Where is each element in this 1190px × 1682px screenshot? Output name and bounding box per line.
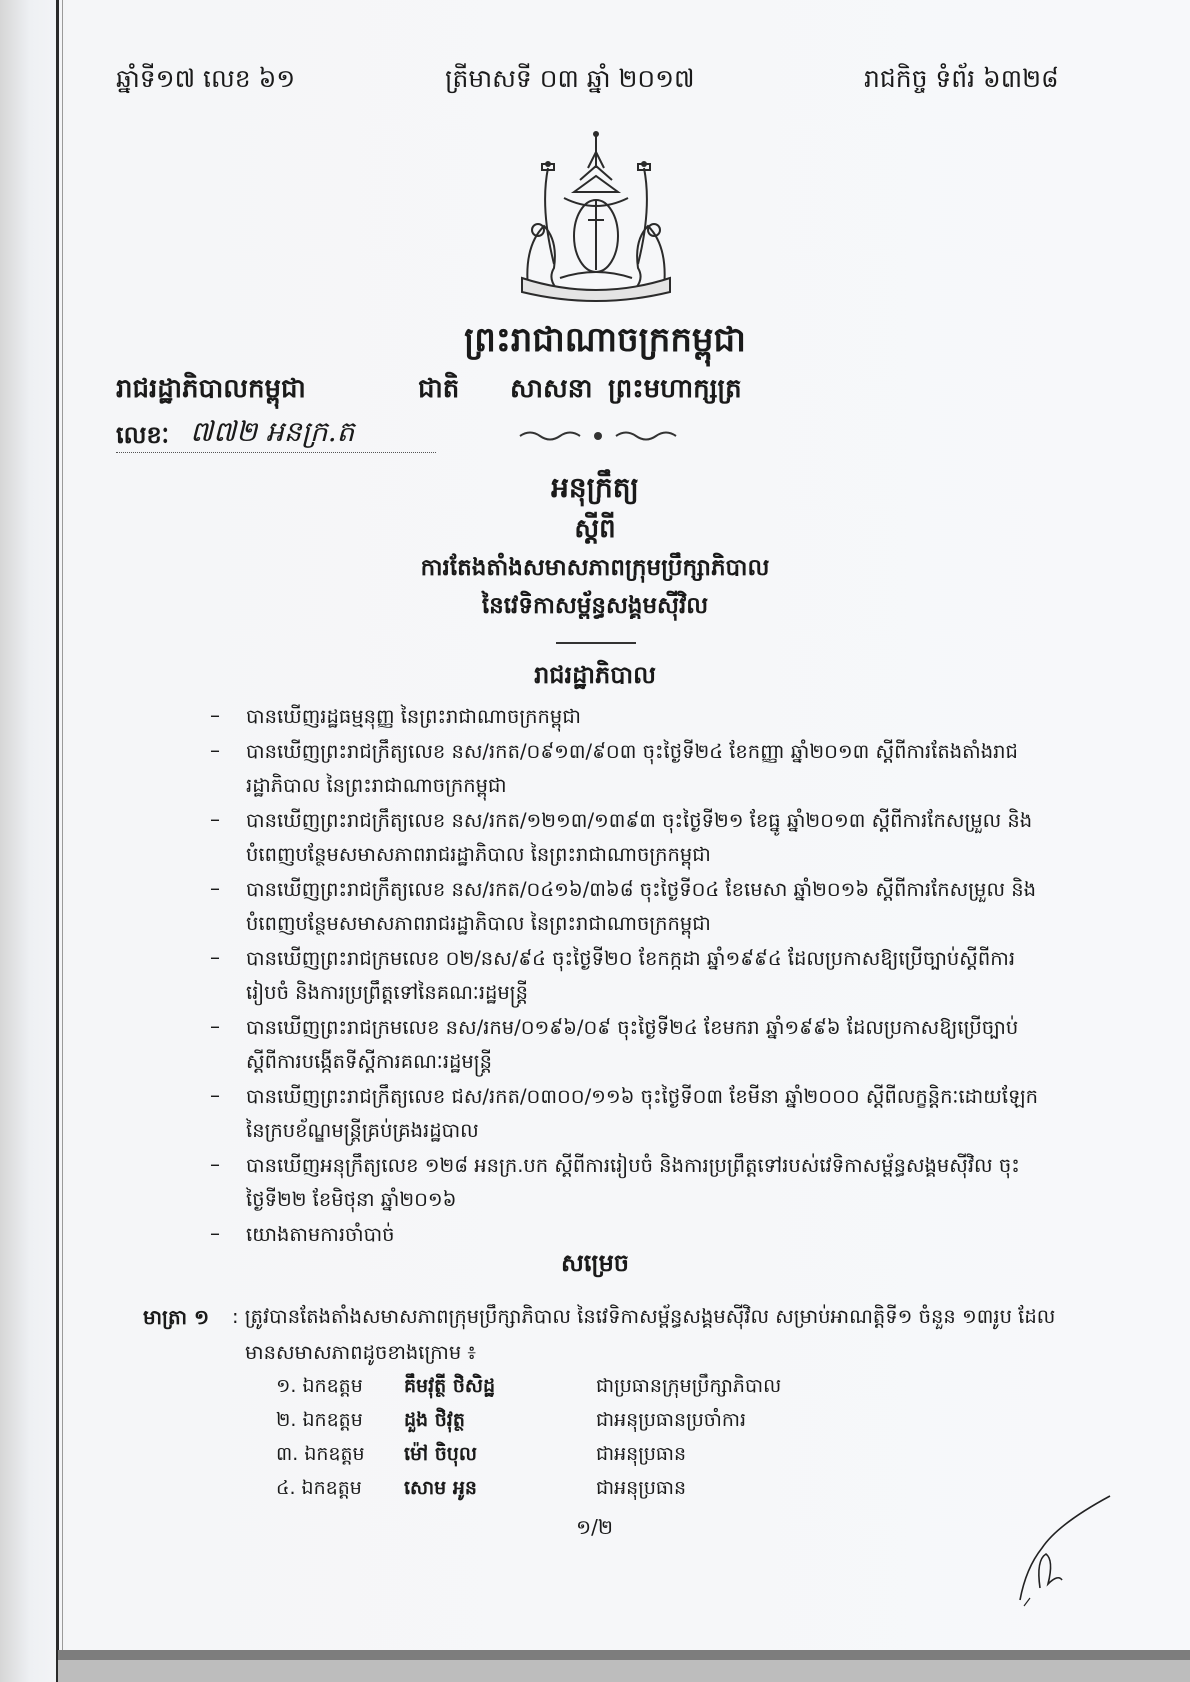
member-role: ជាប្រធានក្រុមប្រឹក្សាភិបាល bbox=[596, 1375, 782, 1397]
decree-number-handwritten: ៧៧២ អនក្រ.ត bbox=[190, 415, 355, 448]
sub-decree-heading: អនុក្រឹត្យ bbox=[551, 471, 639, 504]
scan-bottom-edge bbox=[58, 1650, 1190, 1660]
gazette-quarter: ត្រីមាសទី ០៣ ឆ្នាំ ២០១៧ bbox=[445, 64, 695, 93]
kingdom-title: ព្រះរាជាណាចក្រកម្ពុជា bbox=[464, 320, 746, 360]
preamble-item-continuation: ថ្ងៃទី២២ ខែមិថុនា ឆ្នាំ២០១៦ bbox=[246, 1188, 457, 1211]
member-row bbox=[276, 1408, 876, 1442]
preamble-item-continuation: បំពេញបន្ថែមសមាសភាពរាជរដ្ឋាភិបាល នៃព្រះរាជាណាចក្រកម្ពុជា bbox=[246, 912, 711, 935]
preamble-item-line: បានឃើញព្រះរាជក្រឹត្យលេខ នស/រកត/០៤១៦/៣៦៨ ចុះថ្ងៃទី០៤ ខែមេសា ឆ្នាំ២០១៦ ស្ដីពីការកែសម្រួល និង bbox=[246, 877, 1036, 901]
preamble-item-line: បានឃើញព្រះរាជក្រឹត្យលេខ នស/រកត/១២១៣/១៣៩៣ ចុះថ្ងៃទី២១ ខែធ្នូ ឆ្នាំ២០១៣ ស្ដីពីការកែសម្រួល និង bbox=[246, 808, 1033, 832]
member-row bbox=[276, 1476, 876, 1510]
member-row bbox=[276, 1442, 876, 1476]
member-name: គឹមវុត្ថី ថិសិដ្ឋ bbox=[404, 1375, 496, 1397]
gazette-page-ref: រាជកិច្ច ទំព័រ ៦៣២៨ bbox=[864, 64, 1059, 93]
preamble-item-line: បានឃើញព្រះរាជក្រឹត្យលេខ ជស/រកត/០៣០០/១១៦ ចុះថ្ងៃទី០៣ ខែមីនា ឆ្នាំ២០០០ ស្ដីពីលក្ខន្តិកៈដោយឡែក bbox=[246, 1084, 1038, 1108]
royal-coat-of-arms-icon bbox=[508, 128, 684, 308]
page-number: ១/២ bbox=[576, 1515, 614, 1539]
article-1-label: មាត្រា ១ bbox=[143, 1305, 210, 1329]
preamble-item-line: យោងតាមការចាំបាច់ bbox=[246, 1222, 395, 1246]
member-row bbox=[276, 1374, 876, 1408]
article-1-text-line-1: : ត្រូវបានតែងតាំងសមាសភាពក្រុមប្រឹក្សាភិបាល នៃវេទិកាសម្ព័ន្ធសង្គមស៊ីវិល សម្រាប់អាណត្តិទី១ ចំនួន ១៣រូប ដែល bbox=[232, 1305, 1056, 1328]
scan-left-edge-shadow bbox=[62, 0, 63, 1682]
member-role: ជាអនុប្រធាន bbox=[596, 1477, 687, 1499]
member-title: ៣. ឯកឧត្តម bbox=[276, 1443, 365, 1465]
preamble-dash: – bbox=[210, 1013, 220, 1038]
preamble-item-line: បានឃើញអនុក្រឹត្យលេខ ១២៨ អនក្រ.បក ស្ដីពីការរៀបចំ និងការប្រព្រឹត្តទៅរបស់វេទិកាសម្ព័ន្ធសង្គមស៊ីវិល ចុះ bbox=[246, 1153, 1020, 1177]
preamble-dash: – bbox=[210, 703, 220, 727]
member-title: ២. ឯកឧត្តម bbox=[276, 1409, 363, 1431]
preamble-item-continuation: នៃក្របខ័ណ្ឌមន្ត្រីគ្រប់គ្រងរដ្ឋបាល bbox=[246, 1119, 479, 1142]
preamble-item-continuation: រៀបចំ និងការប្រព្រឹត្តទៅនៃគណៈរដ្ឋមន្ត្រី bbox=[246, 981, 528, 1004]
preamble-dash: – bbox=[210, 1082, 220, 1107]
title-line-1: ការតែងតាំងសមាសភាពក្រុមប្រឹក្សាភិបាល bbox=[420, 554, 770, 581]
preamble-dash: – bbox=[210, 875, 220, 900]
scan-left-edge bbox=[56, 0, 59, 1682]
about-label: ស្ដីពី bbox=[574, 514, 616, 544]
member-role: ជាអនុប្រធាន bbox=[596, 1443, 687, 1465]
preamble-dash: – bbox=[210, 944, 220, 969]
signature-initials-icon bbox=[1010, 1488, 1120, 1608]
preamble-item-continuation: រដ្ឋាភិបាល នៃព្រះរាជាណាចក្រកម្ពុជា bbox=[246, 774, 507, 797]
motto-nation: ជាតិ bbox=[418, 374, 460, 404]
preamble-dash: – bbox=[210, 806, 220, 831]
title-separator bbox=[556, 642, 636, 644]
preamble-dash: – bbox=[210, 737, 220, 762]
title-line-2: នៃវេទិកាសម្ព័ន្ធសង្គមស៊ីវិល bbox=[481, 592, 709, 619]
member-name: សោម អូន bbox=[404, 1477, 477, 1499]
preamble-dash: – bbox=[210, 1220, 220, 1245]
decorative-ornament-icon bbox=[518, 428, 678, 442]
preamble-item-line: បានឃើញរដ្ឋធម្មនុញ្ញ នៃព្រះរាជាណាចក្រកម្ពុជា bbox=[246, 705, 581, 728]
preamble-item-line: បានឃើញព្រះរាជក្រមលេខ ០២/នស/៩៤ ចុះថ្ងៃទី២០ ខែកក្កដា ឆ្នាំ១៩៩៤ ដែលប្រកាសឱ្យប្រើច្បាប់ស្ដីពីការ bbox=[246, 946, 1016, 970]
motto-religion: សាសនា bbox=[510, 374, 593, 404]
authority-heading: រាជរដ្ឋាភិបាល bbox=[534, 660, 656, 689]
decides-heading: សម្រេច bbox=[560, 1248, 630, 1277]
scan-bottom-edge-shadow bbox=[58, 1660, 1190, 1682]
member-title: ១. ឯកឧត្តម bbox=[276, 1375, 363, 1397]
member-name: ដួង ថិវុត្ថ bbox=[404, 1409, 465, 1431]
member-name: ម៉ៅ ចិបុល bbox=[404, 1443, 477, 1465]
issuer-name: រាជរដ្ឋាភិបាលកម្ពុជា bbox=[116, 374, 306, 404]
preamble-dash: – bbox=[210, 1151, 220, 1176]
article-1-text-line-2: មានសមាសភាពដូចខាងក្រោម ៖ bbox=[245, 1341, 477, 1364]
member-title: ៤. ឯកឧត្តម bbox=[276, 1477, 362, 1499]
decree-number-label: លេខៈ bbox=[116, 421, 170, 449]
preamble-item-line: បានឃើញព្រះរាជក្រឹត្យលេខ នស/រកត/០៩១៣/៩០៣ ចុះថ្ងៃទី២៤ ខែកញ្ញា ឆ្នាំ២០១៣ ស្ដីពីការតែងតាំងរាជ bbox=[246, 739, 1018, 763]
member-role: ជាអនុប្រធានប្រចាំការ bbox=[596, 1409, 747, 1431]
preamble-item-continuation: បំពេញបន្ថែមសមាសភាពរាជរដ្ឋាភិបាល នៃព្រះរាជាណាចក្រកម្ពុជា bbox=[246, 843, 711, 866]
gazette-year-issue: ឆ្នាំទី១៧ លេខ ៦១ bbox=[116, 64, 296, 93]
preamble-item-continuation: ស្ដីពីការបង្កើតទីស្ដីការគណៈរដ្ឋមន្ត្រី bbox=[246, 1050, 492, 1073]
number-dotted-line bbox=[116, 452, 436, 453]
motto-king: ព្រះមហាក្សត្រ bbox=[608, 374, 742, 404]
preamble-item-line: បានឃើញព្រះរាជក្រមលេខ នស/រកម/០១៩៦/០៩ ចុះថ្ងៃទី២៤ ខែមករា ឆ្នាំ១៩៩៦ ដែលប្រកាសឱ្យប្រើច្បាប់ bbox=[246, 1015, 1019, 1039]
